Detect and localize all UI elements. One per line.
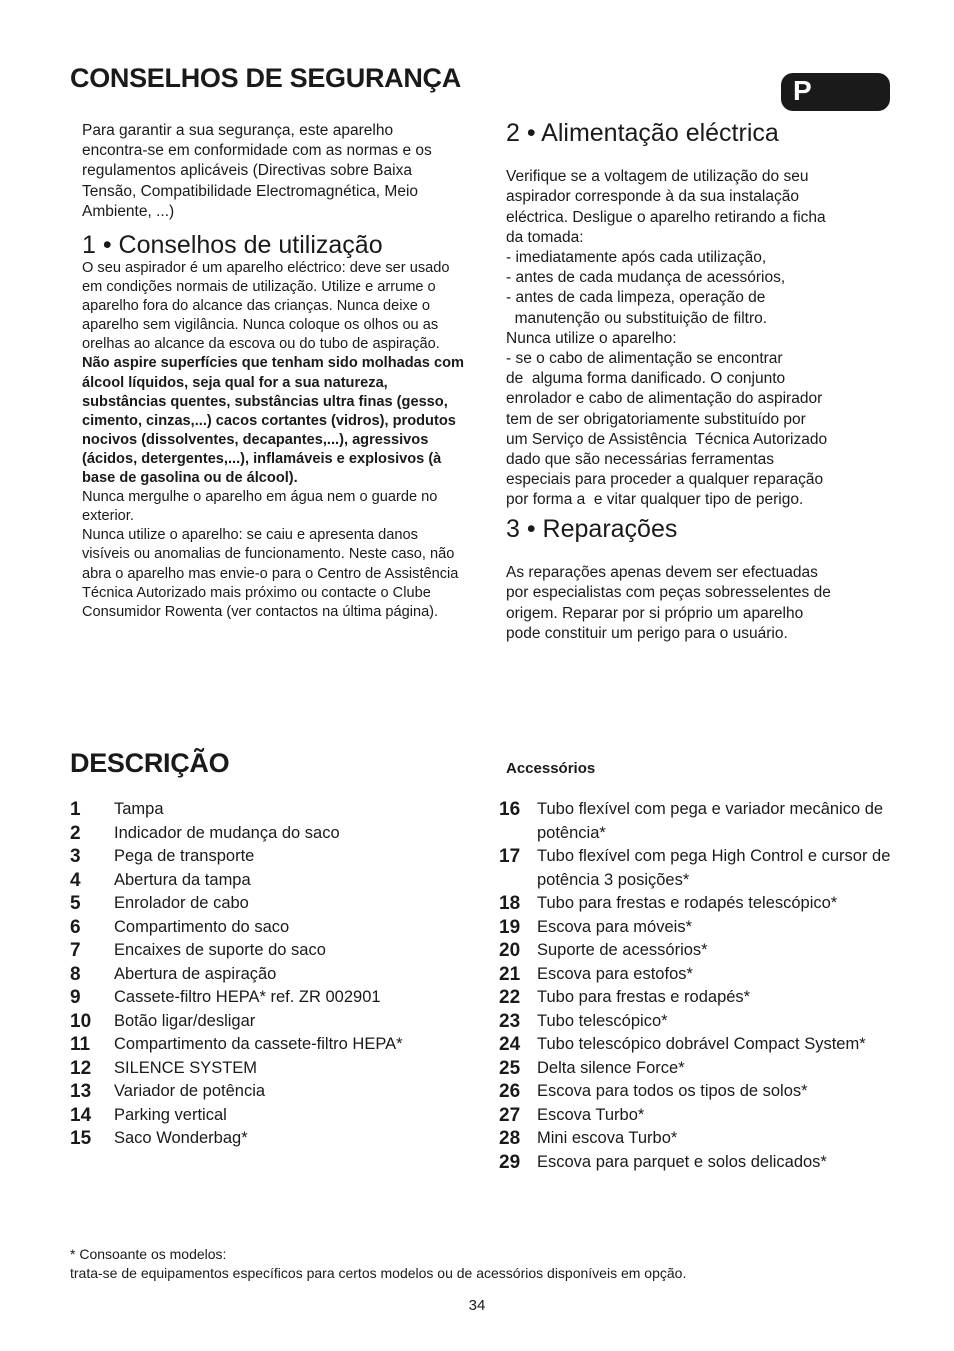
- section2-line: manutenção ou substituição de filtro.: [506, 309, 768, 327]
- page-number: 34: [468, 1297, 486, 1314]
- list-item: [70, 1104, 470, 1128]
- list-item: [499, 1033, 899, 1057]
- item-label: Delta silence Force*: [537, 1058, 685, 1077]
- item-number: 27: [499, 1104, 521, 1126]
- item-number: 20: [499, 940, 521, 961]
- list-item: [70, 798, 470, 822]
- section1-text-a: O seu aspirador é um aparelho eléctrico: deve ser usado em condições normais de utilização. Utilize e arrume o aparelho fora do alcance das crianças. Nunca deixe o aparelho sem vigilância. Nunca coloque os olhos ou as orelhas ao alcance da escova ou do tubo de aspiração.: [82, 260, 450, 353]
- list-item: [499, 1010, 899, 1034]
- footnote-line1: * Consoante os modelos:: [70, 1246, 227, 1262]
- section1-warning-bold: Não aspire superfícies que tenham sido molhadas com álcool líquidos, seja qual for a sua natureza, substâncias quentes, substâncias ultra finas (gesso, cimento, cinzas,...) cacos cortantes (vidros), produtos nocivos (dissolventes, decapantes,...), agressivos (ácidos, detergentes,...), inflamáveis e explosivos (à base de gasolina ou de álcool).: [82, 355, 464, 487]
- page-title: CONSELHOS DE SEGURANÇA: [70, 63, 461, 93]
- item-number: 7: [70, 940, 81, 961]
- list-item: [70, 845, 470, 869]
- list-item: [70, 1127, 470, 1151]
- intro-paragraph: Para garantir a sua segurança, este aparelho encontra-se em conformidade com as normas e os regulamentos aplicáveis (Directivas sobre Baixa Tensão, Compatibilidade Electromagnética, Meio Ambiente, ...): [82, 122, 432, 220]
- item-label: Abertura de aspiração: [114, 964, 277, 983]
- section3-line: por especialistas com peças sobresselentes de: [506, 584, 831, 602]
- item-number: 23: [499, 1010, 521, 1032]
- section1-text-b: Nunca mergulhe o aparelho em água nem o guarde no exterior.: [82, 489, 438, 525]
- item-number: 11: [70, 1034, 91, 1055]
- list-item: [70, 939, 470, 963]
- item-label: Saco Wonderbag*: [114, 1129, 248, 1147]
- item-label: SILENCE SYSTEM: [114, 1058, 258, 1077]
- item-label: Tubo telescópico*: [537, 1011, 668, 1030]
- section2-body: [506, 147, 906, 531]
- item-label: Suporte de acessórios*: [537, 941, 708, 959]
- section2-line: um Serviço de Assistência Técnica Autorizado: [506, 430, 828, 448]
- list-item: [499, 939, 899, 963]
- item-number: 9: [70, 987, 81, 1008]
- item-number: 19: [499, 916, 521, 938]
- item-number: 26: [499, 1081, 521, 1102]
- item-number: 2: [70, 822, 81, 844]
- section2-line: Verifique se a voltagem de utilização do seu: [506, 168, 809, 186]
- footnote-line2: trata-se de equipamentos específicos para certos modelos ou de acessórios disponíveis em opção.: [70, 1265, 687, 1281]
- list-item: [499, 1057, 899, 1081]
- list-item: [499, 845, 899, 892]
- section3-line: As reparações apenas devem ser efectuadas: [506, 564, 818, 582]
- item-label: Escova para móveis*: [537, 917, 692, 936]
- item-number: 22: [499, 987, 521, 1008]
- item-label: Tubo flexível com pega e variador mecânico de potência*: [537, 800, 884, 842]
- section2-line: dado que são necessárias ferramentas: [506, 451, 774, 469]
- list-item: [70, 822, 470, 846]
- item-number: 18: [499, 893, 521, 914]
- list-item: [499, 1151, 899, 1175]
- item-number: 12: [70, 1057, 92, 1079]
- section1-title: 1 • Conselhos de utilização: [82, 231, 383, 259]
- list-item: [70, 1057, 470, 1081]
- item-label: Escova Turbo*: [537, 1105, 645, 1124]
- parts-list: [70, 798, 470, 1151]
- section1-text-c: Nunca utilize o aparelho: se caiu e apresenta danos visíveis ou anomalias de funcionamento. Neste caso, não abra o aparelho mas envie-o para o Centro de Assistência Técnica Autorizado mais próximo ou contacte o Clube Consumidor Rowenta (ver contactos na última página).: [82, 527, 459, 620]
- item-label: Mini escova Turbo*: [537, 1129, 678, 1147]
- section2-line: - antes de cada limpeza, operação de: [506, 289, 766, 307]
- section2-line: Nunca utilize o aparelho:: [506, 329, 677, 347]
- item-label: Botão ligar/desligar: [114, 1011, 256, 1030]
- item-label: Escova para parquet e solos delicados*: [537, 1152, 827, 1171]
- item-number: 16: [499, 799, 521, 820]
- list-item: [499, 986, 899, 1010]
- list-item: [70, 1033, 470, 1057]
- section2-line: - se o cabo de alimentação se encontrar: [506, 350, 783, 368]
- item-number: 4: [70, 869, 81, 891]
- item-number: 21: [499, 963, 521, 985]
- item-number: 25: [499, 1057, 521, 1079]
- item-label: Enrolador de cabo: [114, 894, 249, 912]
- item-label: Compartimento da cassete-filtro HEPA*: [114, 1035, 403, 1053]
- section2-line: de alguma forma danificado. O conjunto: [506, 370, 786, 388]
- section2-line: especiais para proceder a qualquer reparação: [506, 471, 824, 489]
- item-label: Escova para todos os tipos de solos*: [537, 1082, 808, 1100]
- accessories-heading: Accessórios: [506, 760, 596, 777]
- language-badge: P: [781, 73, 890, 111]
- item-number: 13: [70, 1081, 92, 1102]
- item-number: 17: [499, 846, 521, 867]
- item-number: 29: [499, 1151, 521, 1173]
- section2-line: enrolador e cabo de alimentação do aspirador: [506, 390, 823, 408]
- item-number: 8: [70, 963, 81, 985]
- item-number: 15: [70, 1128, 92, 1149]
- list-item: [70, 916, 470, 940]
- item-number: 1: [70, 799, 81, 820]
- item-label: Tubo para frestas e rodapés*: [537, 988, 751, 1006]
- list-item: [499, 1104, 899, 1128]
- section2-line: tem de ser obrigatoriamente substituído por: [506, 410, 806, 428]
- item-label: Tubo flexível com pega High Control e cursor de potência 3 posições*: [537, 847, 891, 889]
- item-label: Escova para estofos*: [537, 964, 693, 983]
- accessories-list: [499, 798, 899, 1174]
- section2-line: - imediatamente após cada utilização,: [506, 249, 767, 267]
- item-label: Indicador de mudança do saco: [114, 823, 340, 842]
- item-label: Variador de potência: [114, 1082, 266, 1100]
- section2-title: 2 • Alimentação eléctrica: [506, 119, 779, 147]
- list-item: [499, 963, 899, 987]
- item-label: Pega de transporte: [114, 847, 255, 865]
- description-title: DESCRIÇÃO: [70, 748, 230, 778]
- list-item: [499, 1127, 899, 1151]
- section2-line: - antes de cada mudança de acessórios,: [506, 269, 786, 287]
- section2-line: eléctrica. Desligue o aparelho retirando a ficha: [506, 208, 826, 226]
- item-number: 5: [70, 893, 81, 914]
- item-number: 10: [70, 1010, 92, 1032]
- list-item: [70, 1010, 470, 1034]
- list-item: [70, 892, 470, 916]
- section3-line: pode constituir um perigo para o usuário.: [506, 624, 788, 642]
- item-label: Tampa: [114, 800, 164, 818]
- item-label: Abertura da tampa: [114, 870, 251, 889]
- item-number: 3: [70, 846, 81, 867]
- item-label: Tubo para frestas e rodapés telescópico*: [537, 894, 838, 912]
- item-label: Cassete-filtro HEPA* ref. ZR 002901: [114, 988, 381, 1006]
- section3-body: [506, 543, 906, 664]
- item-number: 24: [499, 1034, 521, 1055]
- list-item: [70, 986, 470, 1010]
- item-number: 28: [499, 1128, 521, 1149]
- list-item: [70, 869, 470, 893]
- list-item: [499, 892, 899, 916]
- item-label: Parking vertical: [114, 1105, 227, 1124]
- section2-line: da tomada:: [506, 228, 584, 246]
- item-label: Tubo telescópico dobrável Compact System*: [537, 1035, 866, 1053]
- list-item: [499, 916, 899, 940]
- section2-line: por forma a e vitar qualquer tipo de perigo.: [506, 491, 804, 509]
- list-item: [70, 1080, 470, 1104]
- item-label: Encaixes de suporte do saco: [114, 941, 326, 959]
- item-label: Compartimento do saco: [114, 917, 290, 936]
- item-number: 6: [70, 916, 81, 938]
- list-item: [70, 963, 470, 987]
- item-number: 14: [70, 1104, 92, 1126]
- list-item: [499, 1080, 899, 1104]
- list-item: [499, 798, 899, 845]
- section2-line: aspirador corresponde à da sua instalação: [506, 188, 799, 206]
- section1-body: [82, 259, 468, 622]
- section3-line: origem. Reparar por si próprio um aparelho: [506, 604, 804, 622]
- section3-title: 3 • Reparações: [506, 515, 678, 543]
